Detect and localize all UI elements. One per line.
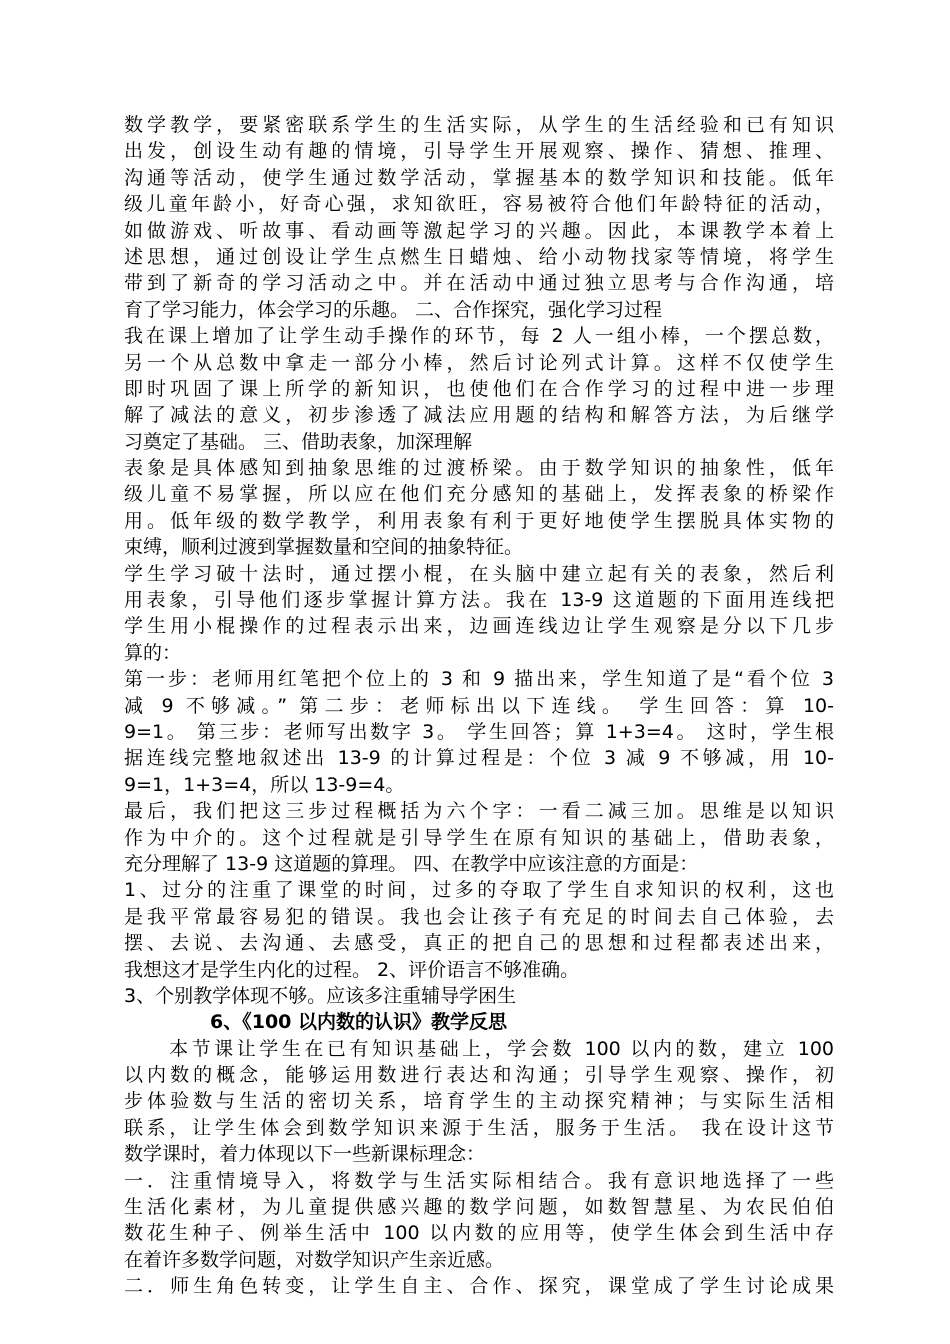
- text-line: 育了学习能力，体会学习的乐趣。 二、合作探究，强化学习过程: [124, 298, 663, 321]
- text-line: 带到了新奇的学习活动之中。并在活动中通过独立思考与合作沟通，培: [124, 272, 834, 295]
- text-line: 沟通等活动，使学生通过数学活动，掌握基本的数学知识和技能。低年: [124, 166, 834, 189]
- text-line: 我想这才是学生内化的过程。 2、评价语言不够准确。: [124, 958, 580, 981]
- text-line: 据连线完整地叙述出 13-9 的计算过程是：个位 3 减 9 不够减，用 10-: [124, 747, 834, 770]
- text-line: 出发，创设生动有趣的情境，引导学生开展观察、操作、猜想、推理、: [124, 140, 834, 163]
- text-line: 学生用小棍操作的过程表示出来，边画连线边让学生观察是分以下几步: [124, 615, 834, 638]
- text-line: 第一步：老师用红笔把个位上的 3 和 9 描出来，学生知道了是“看个位 3: [124, 668, 834, 691]
- document-body: [124, 112, 834, 1300]
- text-line: 学生学习破十法时，通过摆小棍，在头脑中建立起有关的表象，然后利: [124, 562, 834, 585]
- text-line: 二．师生角色转变，让学生自主、合作、探究，课堂成了学生讨论成果: [124, 1275, 834, 1298]
- text-line: 减 9 不够减。” 第二步：老师标出以下连线。 学生回答：算 10-: [124, 694, 834, 717]
- text-line: 算的：: [124, 641, 182, 664]
- text-line: 级儿童年龄小，好奇心强，求知欲旺，容易被符合他们年龄特征的活动，: [124, 193, 834, 216]
- text-line: 联系，让学生体会到数学知识来源于生活，服务于生活。 我在设计这节: [124, 1116, 834, 1139]
- text-line: 束缚，顺利过渡到掌握数量和空间的抽象特征。: [124, 536, 524, 559]
- text-line: 最后，我们把这三步过程概括为六个字：一看二减三加。思维是以知识: [124, 800, 834, 823]
- text-line: 解了减法的意义，初步渗透了减法应用题的结构和解答方法，为后继学: [124, 404, 834, 427]
- text-line: 另一个从总数中拿走一部分小棒，然后讨论列式计算。这样不仅使学生: [124, 351, 834, 374]
- text-line: 9=1。 第三步：老师写出数字 3。 学生回答；算 1+3=4。 这时，学生根: [124, 720, 834, 743]
- text-line: 作为中介的。这个过程就是引导学生在原有知识的基础上，借助表象，: [124, 826, 834, 849]
- text-line: 述思想，通过创设让学生点燃生日蜡烛、给小动物找家等情境，将学生: [124, 245, 834, 268]
- text-line: 在着许多数学问题，对数学知识产生亲近感。: [124, 1248, 505, 1271]
- text-line: 用表象，引导他们逐步掌握计算方法。我在 13-9 这道题的下面用连线把: [124, 589, 834, 612]
- text-line: 表象是具体感知到抽象思维的过渡桥梁。由于数学知识的抽象性，低年: [124, 457, 834, 480]
- text-line: 生活化素材，为儿童提供感兴趣的数学问题，如数智慧星、为农民伯伯: [124, 1196, 834, 1219]
- text-line: 习奠定了基础。 三、借助表象，加深理解: [124, 430, 473, 453]
- text-line: 数学教学，要紧密联系学生的生活实际，从学生的生活经验和已有知识: [124, 114, 834, 136]
- text-line: 1、过分的注重了课堂的时间，过多的夺取了学生自求知识的权利，这也: [124, 879, 834, 902]
- text-line: 数学课时，着力体现以下一些新课标理念：: [124, 1143, 486, 1166]
- text-line: 级儿童不易掌握，所以应在他们充分感知的基础上，发挥表象的桥梁作: [124, 483, 834, 506]
- section-heading: 6、《100 以内数的认识》教学反思: [210, 1011, 507, 1034]
- text-line: 充分理解了 13-9 这道题的算理。 四、在教学中应该注意的方面是：: [124, 852, 699, 875]
- text-line: 我在课上增加了让学生动手操作的环节，每 2 人一组小棒，一个摆总数，: [124, 325, 834, 348]
- text-line: 9=1，1+3=4，所以 13-9=4。: [124, 773, 405, 796]
- text-line: 数花生种子、例举生活中 100 以内数的应用等，使学生体会到生活中存: [124, 1222, 834, 1245]
- text-line: 如做游戏、听故事、看动画等激起学习的兴趣。因此，本课教学本着上: [124, 219, 834, 242]
- text-line: 一．注重情境导入，将数学与生活实际相结合。我有意识地选择了一些: [124, 1169, 834, 1192]
- text-line: 摆、去说、去沟通、去感受，真正的把自己的思想和过程都表述出来，: [124, 932, 834, 955]
- text-line: 即时巩固了课上所学的新知识，也使他们在合作学习的过程中进一步理: [124, 377, 834, 400]
- text-line: 是我平常最容易犯的错误。我也会让孩子有充足的时间去自己体验，去: [124, 905, 834, 928]
- text-line: 用。低年级的数学教学，利用表象有利于更好地使学生摆脱具体实物的: [124, 509, 834, 532]
- text-line: 以内数的概念，能够运用数进行表达和沟通；引导学生观察、操作，初: [124, 1064, 834, 1087]
- text-line: 步体验数与生活的密切关系，培育学生的主动探究精神；与实际生活相: [124, 1090, 834, 1113]
- text-line: 本节课让学生在已有知识基础上，学会数 100 以内的数，建立 100: [124, 1037, 834, 1060]
- text-line: 3、个别教学体现不够。应该多注重辅导学困生: [124, 984, 517, 1007]
